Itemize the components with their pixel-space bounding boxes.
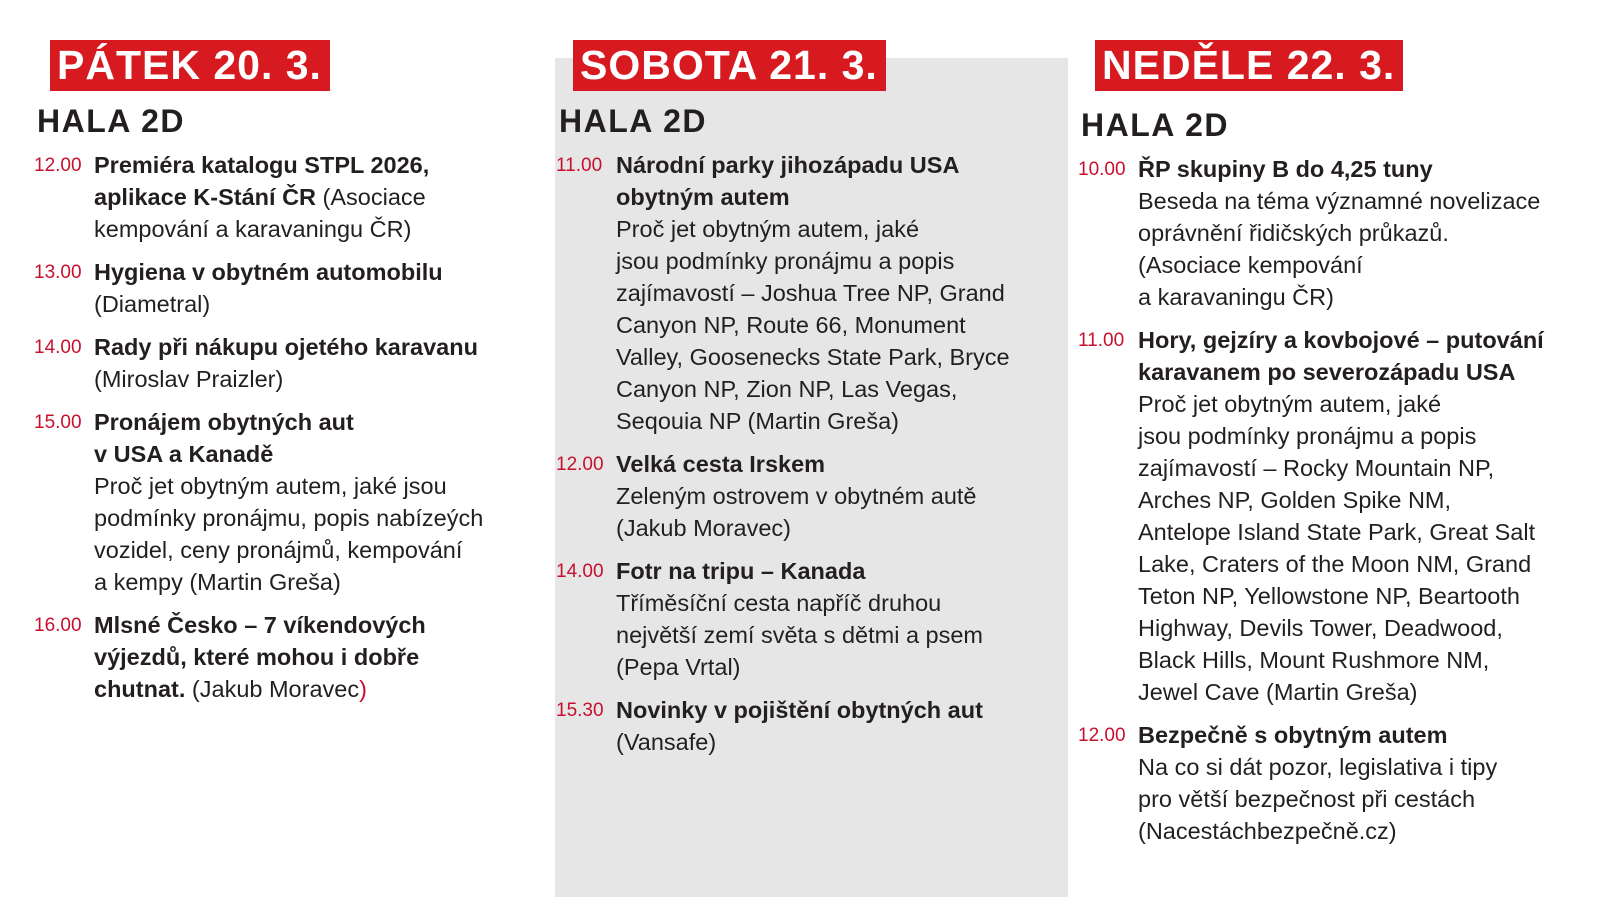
event-title-line (1138, 153, 1540, 185)
event-description-line: Antelope Island State Park, Great Salt (1138, 519, 1536, 545)
event-description-line: (Diametral) (94, 291, 211, 317)
event-description-line: Teton NP, Yellowstone NP, Beartooth (1138, 583, 1520, 609)
event-description-line: (Vansafe) (616, 729, 717, 755)
event-title-line (94, 673, 426, 705)
event-description-line: (Jakub Moravec) (616, 515, 791, 541)
event-description-line: Seqouia NP (Martin Greša) (616, 408, 899, 434)
event-item (556, 694, 1010, 758)
event-title-text: Hygiena v obytném automobilu (94, 259, 443, 285)
event-time: 10.00 (1078, 159, 1126, 180)
event-title-line (1138, 719, 1497, 751)
event-time: 11.00 (1078, 330, 1125, 351)
event-description-line: vozidel, ceny pronájmů, kempování (94, 537, 463, 563)
event-time: 14.00 (34, 337, 82, 358)
event-item (34, 331, 483, 395)
event-title-line (1138, 324, 1544, 356)
event-title-line (94, 438, 483, 470)
event-title-line (616, 555, 983, 587)
event-title-line (94, 256, 443, 288)
event-body (616, 448, 977, 544)
event-title-text: Pronájem obytných aut (94, 409, 354, 435)
event-time: 16.00 (34, 615, 82, 636)
event-description-line: Beseda na téma významné novelizace (1138, 188, 1541, 214)
event-body (1138, 324, 1544, 708)
event-description-line: podmínky pronájmu, popis nabízeých (94, 505, 484, 531)
event-description-line: Na co si dát pozor, legislativa i tipy (1138, 754, 1498, 780)
event-item (34, 609, 483, 705)
event-time: 13.00 (34, 262, 82, 283)
event-title-line (1138, 356, 1544, 388)
event-description-line: Canyon NP, Zion NP, Las Vegas, (616, 376, 958, 402)
event-description-line: a kempy (Martin Greša) (94, 569, 341, 595)
event-body (94, 256, 443, 320)
event-description-line: Valley, Goosenecks State Park, Bryce (616, 344, 1010, 370)
event-body (94, 609, 426, 705)
day-title: NEDĚLE 22. 3. (1095, 40, 1403, 91)
event-title-text: ŘP skupiny B do 4,25 tuny (1138, 156, 1433, 182)
event-body (94, 331, 478, 395)
event-title-line (94, 609, 426, 641)
event-item (34, 149, 483, 245)
event-time: 14.00 (556, 561, 604, 582)
event-title-text: karavanem po severozápadu USA (1138, 359, 1516, 385)
event-body (94, 406, 483, 598)
hall-label: HALA 2D (37, 103, 185, 139)
event-title-line (94, 641, 426, 673)
event-time: 12.00 (556, 454, 604, 475)
event-title-text: Rady při nákupu ojetého karavanu (94, 334, 478, 360)
event-item (1078, 719, 1544, 847)
event-speaker: (Asociace (316, 184, 426, 210)
event-title-text: chutnat. (94, 676, 186, 702)
event-description-line: (Nacestáchbezpečně.cz) (1138, 818, 1397, 844)
event-title-line (94, 331, 478, 363)
event-description-line: Jewel Cave (Martin Greša) (1138, 679, 1418, 705)
event-item (1078, 324, 1544, 708)
event-title-line (94, 149, 429, 181)
event-body (1138, 719, 1497, 847)
event-description-line: Black Hills, Mount Rushmore NM, (1138, 647, 1490, 673)
day-title: SOBOTA 21. 3. (573, 40, 886, 91)
event-title-text: Národní parky jihozápadu USA (616, 152, 960, 178)
event-title-line (94, 406, 483, 438)
day-title: PÁTEK 20. 3. (50, 40, 330, 91)
event-description-line: Lake, Craters of the Moon NM, Grand (1138, 551, 1532, 577)
event-description-line: (Pepa Vrtal) (616, 654, 741, 680)
event-title-text: Mlsné Česko – 7 víkendových (94, 612, 426, 638)
event-title-text: Premiéra katalogu STPL 2026, (94, 152, 430, 178)
event-description-line: kempování a karavaningu ČR) (94, 216, 412, 242)
event-description-line: a karavaningu ČR) (1138, 284, 1334, 310)
event-title-text: Novinky v pojištění obytných aut (616, 697, 983, 723)
event-body (616, 149, 1010, 437)
event-title-line (616, 694, 983, 726)
event-title-line (616, 181, 1010, 213)
event-time: 12.00 (34, 155, 82, 176)
event-title-text: Velká cesta Irskem (616, 451, 826, 477)
event-list (1078, 153, 1544, 858)
event-body (616, 694, 983, 758)
event-title-text: obytným autem (616, 184, 790, 210)
event-description-line: zajímavostí – Rocky Mountain NP, (1138, 455, 1495, 481)
event-item (34, 406, 483, 598)
event-time: 12.00 (1078, 725, 1126, 746)
event-title-text: Fotr na tripu – Kanada (616, 558, 866, 584)
event-description-line: Proč jet obytným autem, jaké (616, 216, 920, 242)
event-description-line: největší zemí světa s dětmi a psem (616, 622, 984, 648)
hall-label: HALA 2D (1081, 107, 1229, 143)
event-description-line: pro větší bezpečnost při cestách (1138, 786, 1476, 812)
event-item (556, 149, 1010, 437)
event-description-line: Zeleným ostrovem v obytném autě (616, 483, 977, 509)
event-body (1138, 153, 1540, 313)
event-description-line: (Asociace kempování (1138, 252, 1363, 278)
event-title-text: výjezdů, které mohou i dobře (94, 644, 420, 670)
event-body (94, 149, 429, 245)
event-title-text: aplikace K-Stání ČR (94, 184, 317, 210)
closing-paren: ) (359, 676, 367, 702)
event-body (616, 555, 983, 683)
hall-label: HALA 2D (559, 103, 707, 139)
event-description-line: Canyon NP, Route 66, Monument (616, 312, 966, 338)
event-description-line: Highway, Devils Tower, Deadwood, (1138, 615, 1503, 641)
event-time: 15.00 (34, 412, 82, 433)
event-title-line (616, 448, 977, 480)
event-description-line: zajímavostí – Joshua Tree NP, Grand (616, 280, 1005, 306)
event-time: 11.00 (556, 155, 603, 176)
event-title-text: Hory, gejzíry a kovbojové – putování (1138, 327, 1544, 353)
event-title-text: v USA a Kanadě (94, 441, 274, 467)
event-description-line: Proč jet obytným autem, jaké jsou (94, 473, 447, 499)
event-list (556, 149, 1010, 769)
event-title-line (616, 149, 1010, 181)
event-item (34, 256, 483, 320)
event-description-line: Arches NP, Golden Spike NM, (1138, 487, 1452, 513)
event-title-text: Bezpečně s obytným autem (1138, 722, 1448, 748)
event-description-line: oprávnění řidičských průkazů. (1138, 220, 1449, 246)
event-list (34, 149, 483, 716)
event-title-line (94, 181, 429, 213)
event-item (1078, 153, 1544, 313)
event-item (556, 448, 1010, 544)
event-description-line: Tříměsíční cesta napříč druhou (616, 590, 942, 616)
event-description-line: jsou podmínky pronájmu a popis (616, 248, 955, 274)
event-time: 15.30 (556, 700, 604, 721)
event-description-line: jsou podmínky pronájmu a popis (1138, 423, 1477, 449)
event-item (556, 555, 1010, 683)
event-description-line: (Miroslav Praizler) (94, 366, 284, 392)
event-description-line: Proč jet obytným autem, jaké (1138, 391, 1442, 417)
event-speaker: (Jakub Moravec (185, 676, 360, 702)
